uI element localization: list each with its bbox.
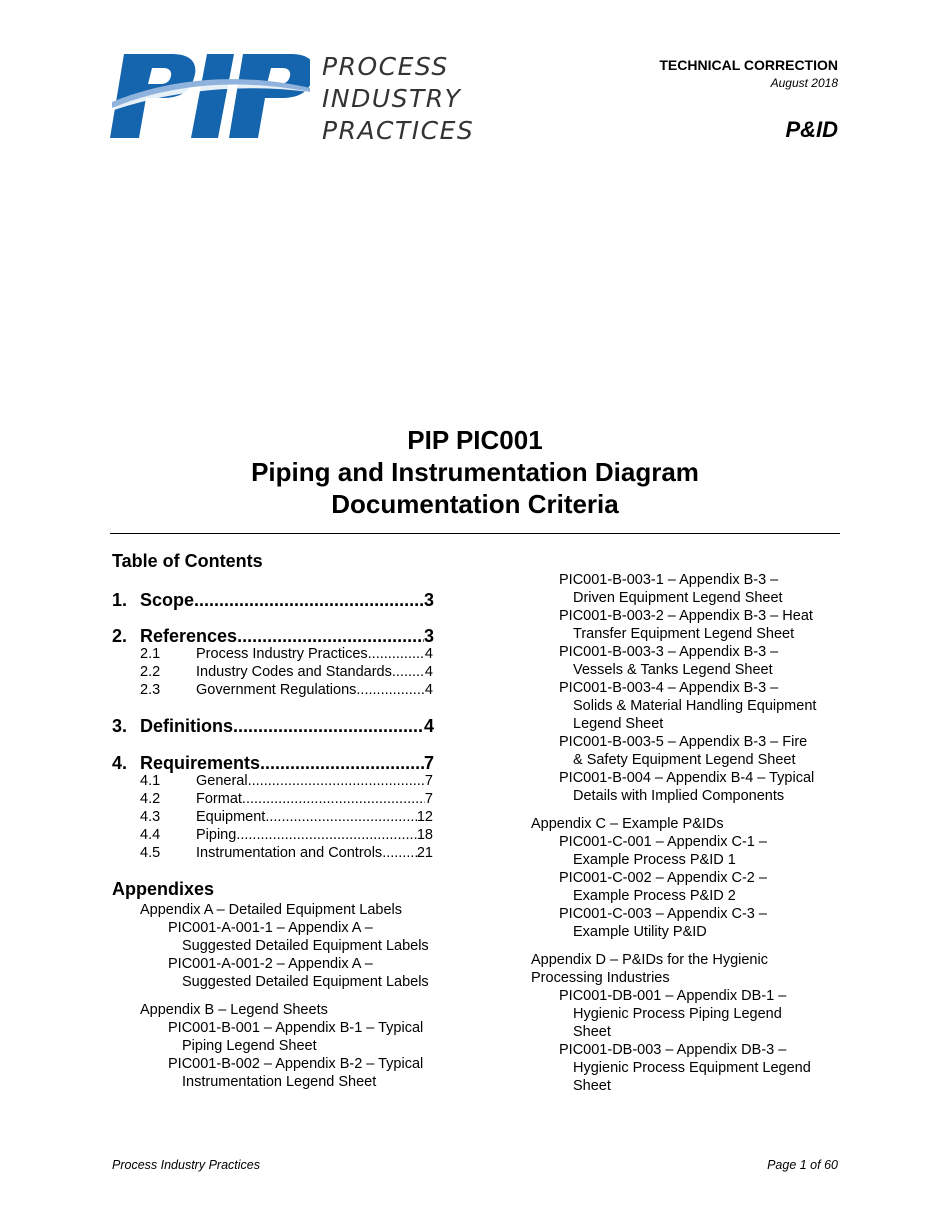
appendix-d-title-cont[interactable]: Processing Industries: [531, 970, 670, 986]
toc-sub-number: 4.3: [140, 809, 161, 825]
toc-sub-label: General: [196, 773, 248, 789]
appendix-a-item-1[interactable]: PIC001-A-001-1 – Appendix A –: [168, 920, 373, 936]
toc-sub-page: 18: [416, 827, 433, 843]
toc-sub-2-1[interactable]: [140, 645, 433, 663]
toc-sub-4-2[interactable]: [140, 790, 433, 808]
appendix-c-item-2-cont[interactable]: Example Process P&ID 2: [573, 888, 736, 904]
appendix-a-title[interactable]: Appendix A – Detailed Equipment Labels: [140, 902, 402, 918]
toc-leader: [260, 752, 424, 774]
toc-leader: [368, 645, 425, 663]
toc-sub-number: 4.2: [140, 791, 161, 807]
appendix-b-item-3[interactable]: PIC001-B-003-1 – Appendix B-3 –: [559, 572, 779, 588]
appendix-c-item-2[interactable]: PIC001-C-002 – Appendix C-2 –: [559, 870, 767, 886]
appendix-b-item-2-cont[interactable]: Instrumentation Legend Sheet: [182, 1074, 377, 1090]
logo-letter-i: [191, 54, 234, 138]
toc-leader: [248, 772, 425, 790]
appendix-d-item-1-cont[interactable]: Hygienic Process Piping Legend: [573, 1006, 782, 1022]
appendix-b-item-4-cont[interactable]: Transfer Equipment Legend Sheet: [573, 626, 795, 642]
toc-section-page: 7: [423, 753, 434, 773]
toc-section-requirements[interactable]: [112, 752, 434, 774]
appendix-b-title[interactable]: Appendix B – Legend Sheets: [140, 1002, 328, 1018]
title-line-2: Piping and Instrumentation Diagram: [251, 457, 699, 487]
appendix-a-item-2-cont[interactable]: Suggested Detailed Equipment Labels: [182, 974, 429, 990]
footer-publisher: Process Industry Practices: [112, 1158, 260, 1172]
toc-leader: [382, 844, 417, 862]
toc-section-page: 3: [423, 626, 434, 646]
toc-section-number: 4.: [112, 753, 128, 773]
toc-section-scope[interactable]: [112, 589, 434, 611]
footer-page-number: Page 1 of 60: [767, 1158, 838, 1172]
brand-line-3: PRACTICES: [322, 116, 475, 145]
toc-section-definitions[interactable]: [112, 715, 434, 737]
toc-sub-label: Equipment: [196, 809, 266, 825]
toc-heading: Table of Contents: [112, 551, 263, 571]
toc-sub-page: 4: [424, 646, 433, 662]
toc-sub-number: 2.2: [140, 664, 161, 680]
toc-sub-4-1[interactable]: [140, 772, 433, 790]
toc-sub-2-3[interactable]: [140, 681, 433, 699]
appendix-b-item-4[interactable]: PIC001-B-003-2 – Appendix B-3 – Heat: [559, 608, 813, 624]
appendix-d-item-2-cont2[interactable]: Sheet: [573, 1078, 611, 1094]
toc-sub-label: Process Industry Practices: [196, 646, 368, 662]
appendix-c-item-1-cont[interactable]: Example Process P&ID 1: [573, 852, 736, 868]
appendix-d-item-2-cont[interactable]: Hygienic Process Equipment Legend: [573, 1060, 811, 1076]
title-line-3: Documentation Criteria: [331, 489, 619, 519]
toc-sub-number: 2.1: [140, 646, 161, 662]
appendix-b-item-3-cont[interactable]: Driven Equipment Legend Sheet: [573, 590, 783, 606]
appendix-d-title[interactable]: Appendix D – P&IDs for the Hygienic: [531, 952, 768, 968]
appendix-b-item-1[interactable]: PIC001-B-001 – Appendix B-1 – Typical: [168, 1020, 424, 1036]
toc-sub-4-5[interactable]: [140, 844, 433, 862]
toc-sub-label: Format: [196, 791, 242, 807]
toc-sub-label: Industry Codes and Standards: [196, 664, 392, 680]
appendix-b-item-7-cont[interactable]: & Safety Equipment Legend Sheet: [573, 752, 796, 768]
toc-section-page: 4: [423, 716, 434, 736]
toc-leader: [265, 808, 417, 826]
appendix-b-item-8-cont[interactable]: Details with Implied Components: [573, 788, 785, 804]
toc-section-label: Scope: [140, 590, 195, 610]
toc-section-page: 3: [423, 590, 434, 610]
technical-correction-label: TECHNICAL CORRECTION: [659, 57, 838, 73]
toc-leader: [194, 589, 424, 611]
appendix-c-item-3-cont[interactable]: Example Utility P&ID: [573, 924, 707, 940]
appendix-b-item-7[interactable]: PIC001-B-003-5 – Appendix B-3 – Fire: [559, 734, 808, 750]
logo-letter-p2: [229, 54, 310, 138]
toc-section-number: 2.: [112, 626, 128, 646]
appendix-c-item-1[interactable]: PIC001-C-001 – Appendix C-1 –: [559, 834, 767, 850]
toc-section-label: References: [140, 626, 238, 646]
appendix-a-item-1-cont[interactable]: Suggested Detailed Equipment Labels: [182, 938, 429, 954]
toc-sub-4-4[interactable]: [140, 826, 433, 844]
appendix-b-item-2[interactable]: PIC001-B-002 – Appendix B-2 – Typical: [168, 1056, 424, 1072]
toc-sub-page: 21: [416, 845, 433, 861]
toc-sub-2-2[interactable]: [140, 663, 433, 681]
appendix-d-item-1[interactable]: PIC001-DB-001 – Appendix DB-1 –: [559, 988, 787, 1004]
appendix-d-item-2[interactable]: PIC001-DB-003 – Appendix DB-3 –: [559, 1042, 787, 1058]
toc-sub-page: 4: [424, 682, 433, 698]
toc-leader: [233, 715, 424, 737]
toc-sub-label: Instrumentation and Controls: [196, 845, 383, 861]
toc-section-references[interactable]: [112, 625, 434, 647]
appendix-b-item-5-cont[interactable]: Vessels & Tanks Legend Sheet: [573, 662, 773, 678]
toc-sub-number: 4.4: [140, 827, 161, 843]
document-type: P&ID: [785, 117, 838, 142]
toc-leader: [356, 681, 425, 699]
title-line-1: PIP PIC001: [407, 425, 543, 455]
appendix-b-item-6-cont2[interactable]: Legend Sheet: [573, 716, 664, 732]
appendix-c-item-3[interactable]: PIC001-C-003 – Appendix C-3 –: [559, 906, 767, 922]
appendix-a-item-2[interactable]: PIC001-A-001-2 – Appendix A –: [168, 956, 373, 972]
toc-leader: [236, 826, 417, 844]
toc-sub-label: Government Regulations: [196, 682, 357, 698]
toc-sub-number: 4.5: [140, 845, 161, 861]
title-divider: [110, 533, 840, 534]
toc-section-number: 3.: [112, 716, 128, 736]
toc-sub-number: 2.3: [140, 682, 161, 698]
appendix-c-title[interactable]: Appendix C – Example P&IDs: [531, 816, 724, 832]
toc-sub-page: 7: [424, 773, 433, 789]
appendix-b-item-5[interactable]: PIC001-B-003-3 – Appendix B-3 –: [559, 644, 779, 660]
toc-sub-page: 7: [424, 791, 433, 807]
toc-section-number: 1.: [112, 590, 128, 610]
toc-sub-4-3[interactable]: [140, 808, 433, 826]
toc-leader: [237, 625, 424, 647]
toc-sub-page: 12: [416, 809, 433, 825]
toc-section-label: Requirements: [140, 753, 261, 773]
correction-date: August 2018: [770, 76, 838, 90]
appendixes-heading: Appendixes: [112, 879, 215, 899]
appendix-b-item-8[interactable]: PIC001-B-004 – Appendix B-4 – Typical: [559, 770, 815, 786]
brand-line-1: PROCESS: [322, 52, 449, 81]
pip-logo: [110, 52, 310, 140]
toc-section-label: Definitions: [140, 716, 233, 736]
appendix-b-item-6[interactable]: PIC001-B-003-4 – Appendix B-3 –: [559, 680, 779, 696]
appendix-d-item-1-cont2[interactable]: Sheet: [573, 1024, 611, 1040]
appendix-b-item-6-cont[interactable]: Solids & Material Handling Equipment: [573, 698, 817, 714]
brand-line-2: INDUSTRY: [322, 84, 462, 113]
appendix-b-item-1-cont[interactable]: Piping Legend Sheet: [182, 1038, 317, 1054]
toc-leader: [242, 790, 425, 808]
toc-sub-page: 4: [424, 664, 433, 680]
toc-leader: [392, 663, 425, 681]
toc-sub-number: 4.1: [140, 773, 161, 789]
toc-sub-label: Piping: [196, 827, 237, 843]
